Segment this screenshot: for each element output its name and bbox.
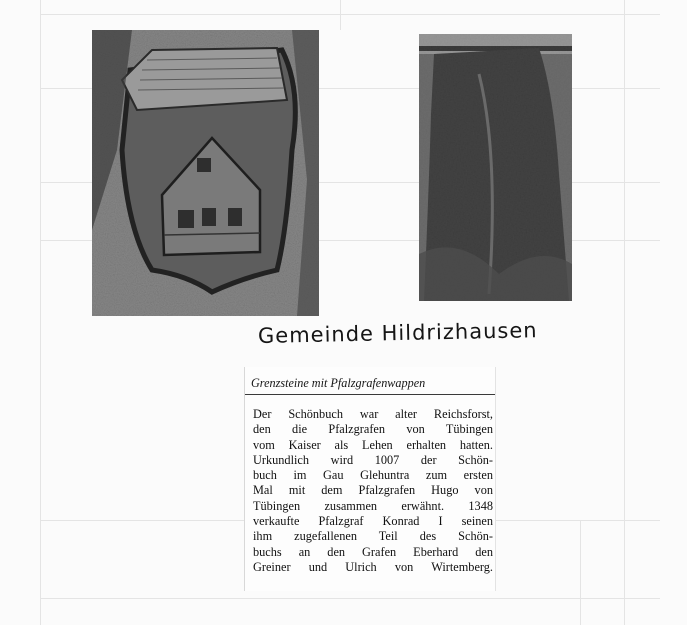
ghost-form-line xyxy=(580,520,581,625)
ghost-form-line xyxy=(40,14,660,15)
clipping-line: verkaufte Pfalzgraf Konrad I seinen xyxy=(253,514,493,529)
handwritten-title: Gemeinde Hildrizhausen xyxy=(257,318,538,348)
clipping-line: vom Kaiser als Lehen erhalten hatten. xyxy=(253,437,493,452)
clipping-line: Mal mit dem Pfalzgrafen Hugo von xyxy=(253,483,493,498)
boundary-stone-side-photo xyxy=(419,34,572,301)
clipping-line: buchs an den Grafen Eberhard den xyxy=(253,544,493,559)
clipping-line: den die Pfalzgrafen von Tübingen xyxy=(253,422,493,437)
newspaper-clipping xyxy=(244,367,496,591)
boundary-stone-coat-of-arms-photo xyxy=(92,30,319,316)
clipping-line: Der Schönbuch war alter Reichsforst, xyxy=(253,407,493,421)
clipping-line: Tübingen zusammen erwähnt. 1348 xyxy=(253,498,493,513)
clipping-line: Greiner und Ulrich von Wirtemberg. xyxy=(253,559,493,574)
clipping-line: Urkundlich wird 1007 der Schön- xyxy=(253,452,493,467)
ghost-form-line xyxy=(40,0,41,625)
clipping-heading: Grenzsteine mit Pfalzgrafenwappen xyxy=(251,376,426,390)
ghost-form-line xyxy=(624,0,625,625)
clipping-line: ihm zugefallenen Teil des Schön- xyxy=(253,529,493,544)
ghost-form-line xyxy=(40,598,660,599)
clipping-body xyxy=(253,407,493,575)
clipping-line: buch im Gau Glehuntra zum ersten xyxy=(253,468,493,483)
ghost-form-line xyxy=(340,0,341,30)
clipping-divider xyxy=(245,394,495,395)
